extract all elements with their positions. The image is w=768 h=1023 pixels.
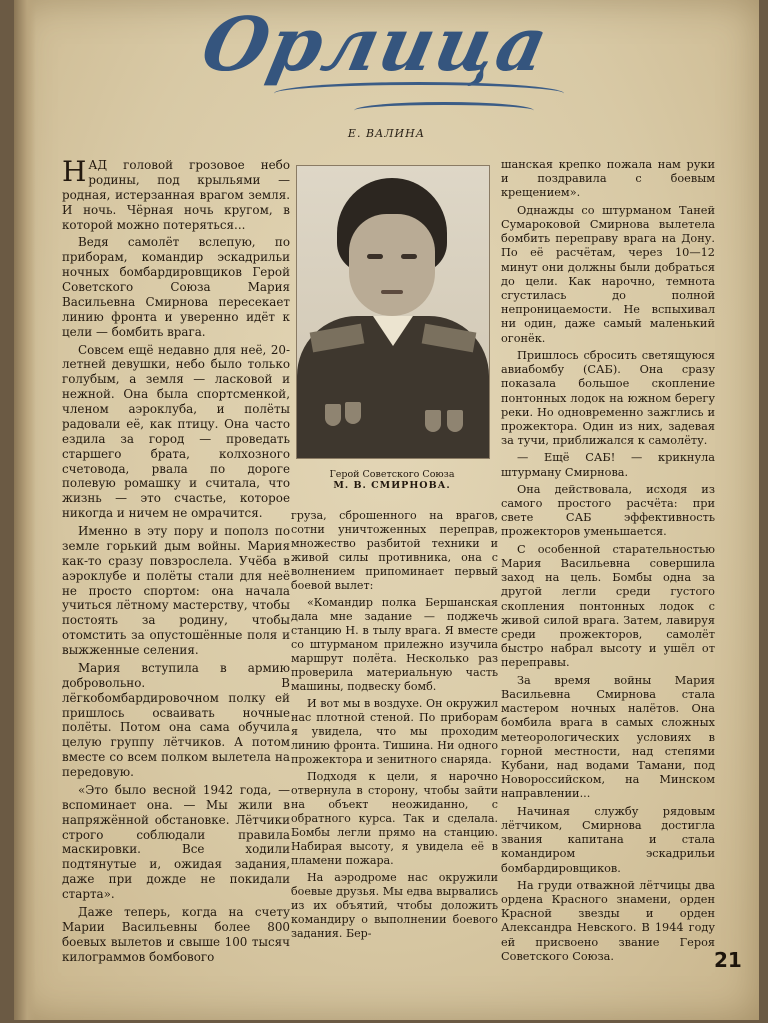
- medal-icon: [345, 402, 361, 424]
- paragraph: Подходя к цели, я нарочно отвернула в сторону, чтобы зайти на объект неожиданно, с обратного курса. Так и сделала. Бомбы легли прямо на станцию. Набирая высоту, я увидела её в пламени пожара.: [291, 770, 498, 867]
- eye: [401, 254, 417, 259]
- paragraph: Совсем ещё недавно для неё, 20-летней девушки, небо было только голубым, а земля — ласковой и нежной. Она была спортсменкой, членом аэроклуба, и полёты радовали её, как птицу. Она часто ездила за город — проведать старшего брата, колхозного счетовода, рвала по дороге полевую ромашку и считала, что жизнь — это счастье, которое никогда и ничем не омрачится.: [62, 342, 290, 521]
- article-title: Орлица: [194, 2, 557, 88]
- paragraph: Она действовала, исходя из самого простого расчёта: при свете САБ эффективность прожекторов уменьшается.: [501, 482, 715, 539]
- magazine-page: [14, 0, 759, 1020]
- paragraph: «Командир полка Бершанская дала мне задание — поджечь станцию Н. в тылу врага. Я вместе со штурманом прилежно изучила маршрут полёта. Несколько раз проверила материальную часть машины, подвеску бомб.: [291, 596, 498, 693]
- face: [349, 214, 435, 316]
- headline: [194, 2, 564, 128]
- paragraph: На груди отважной лётчицы два ордена Красного знамени, орден Красной звезды и орден Александра Невского. В 1944 году ей присвоено звание Героя Советского Союза.: [501, 878, 715, 963]
- paragraph: На аэродроме нас окружили боевые друзья. Мы едва вырвались из их объятий, чтобы доложить командиру о выполнении боевого задания. Бер-: [291, 871, 498, 940]
- paragraph: шанская крепко пожала нам руки и поздравила с боевым крещением».: [501, 158, 715, 200]
- paragraph: Именно в эту пору и пополз по земле горький дым войны. Мария как-то сразу повзрослела. Учёба в аэроклубе и полёты стали для неё не просто спортом: она начала учиться лётному мастерству, чтобы постоять за родину, чтобы отомстить за опустошённые поля и выжженные селения.: [62, 524, 290, 657]
- author-byline: Е. ВАЛИНА: [347, 127, 426, 140]
- paragraph: Однажды со штурманом Таней Сумароковой Смирнова вылетела бомбить переправу врага на Дону. По её расчётам, через 10—12 минут они должны были добраться до цели. Как нарочно, темнота сгустилась до полной непроницаемости. Не вспыхивал ни один, даже самый маленький огонёк.: [501, 203, 715, 345]
- paragraph: Пришлось сбросить светящуюся авиабомбу (САБ). Она сразу показала большое скопление понтонных лодок на южном берегу реки. Но одновременно зажглись и прожектора. Один из них, задевая за тучи, приближался к самолёту.: [501, 348, 715, 448]
- title-flourish: [354, 102, 534, 119]
- photo-caption: [296, 469, 488, 491]
- paragraph: Ведя самолёт вслепую, по приборам, командир эскадрильи ночных бомбардировщиков Герой Советского Союза Мария Васильевна Смирнова пересекает линию фронта и уверенно идёт к цели — бомбить врага.: [62, 235, 290, 339]
- eye: [367, 254, 383, 259]
- paragraph: За время войны Мария Васильевна Смирнова стала мастером ночных налётов. Она бомбила врага в самых сложных метеорологических условиях в горной местности, над степями Кубани, над водами Тамани, под Новороссийском, на Минском направлении...: [501, 673, 715, 801]
- paragraph: Даже теперь, когда на счету Марии Васильевны более 800 боевых вылетов и свыше 100 тысяч килограммов бомбового: [62, 904, 290, 964]
- paragraph: С особенной старательностью Мария Васильевна совершила заход на цель. Бомбы одна за другой легли среди густого скопления понтонных лодок с живой силой врага. Затем, лавируя среди прожекторов, самолёт быстро набрал высоту и ушёл от переправы.: [501, 542, 715, 670]
- text-column-1: [62, 155, 290, 967]
- text-column-2: [291, 509, 498, 944]
- mouth: [381, 290, 403, 294]
- portrait-photo: [296, 165, 490, 459]
- drop-cap: Н: [62, 155, 87, 188]
- page-binding: [14, 0, 36, 1020]
- paragraph: НАД головой грозовое небо родины, под крыльями — родная, истерзанная врагом земля. И ночь. Чёрная ночь кругом, в которой можно потеряться...: [62, 155, 290, 232]
- caption-name: М. В. СМИРНОВА.: [333, 480, 451, 491]
- medal-icon: [425, 410, 441, 432]
- paragraph: груза, сброшенного на врагов, сотни уничтоженных переправ, множество разбитой техники и живой силы противника, она с волнением припоминает первый боевой вылет:: [291, 509, 498, 592]
- caption-title: Герой Советского Союза: [329, 469, 455, 480]
- paragraph: И вот мы в воздухе. Он окружил нас плотной стеной. По приборам я увидела, что мы проходим линию фронта. Тишина. Ни одного прожектора и зенитного снаряда.: [291, 697, 498, 766]
- page-number: 21: [714, 948, 742, 972]
- paragraph: Мария вступила в армию добровольно. В лёгкобомбардировочном полку ей пришлось осваивать ночные полёты. Потом она сама обучила целую группу лётчиков. А потом вместе со всем полком вылетела на передовую.: [62, 660, 290, 779]
- text-column-3: [501, 158, 715, 967]
- paragraph: «Это было весной 1942 года, — вспоминает она. — Мы жили в напряжённой обстановке. Лётчики строго соблюдали правила маскировки. Все ходили подтянутые и, ожидая задания, даже при дожде не покидали старта».: [62, 782, 290, 901]
- medal-icon: [447, 410, 463, 432]
- paragraph: Начиная службу рядовым лётчиком, Смирнова достигла звания капитана и стала командиром эскадрильи бомбардировщиков.: [501, 804, 715, 875]
- paragraph: — Ещё САБ! — крикнула штурману Смирнова.: [501, 451, 715, 479]
- medal-icon: [325, 404, 341, 426]
